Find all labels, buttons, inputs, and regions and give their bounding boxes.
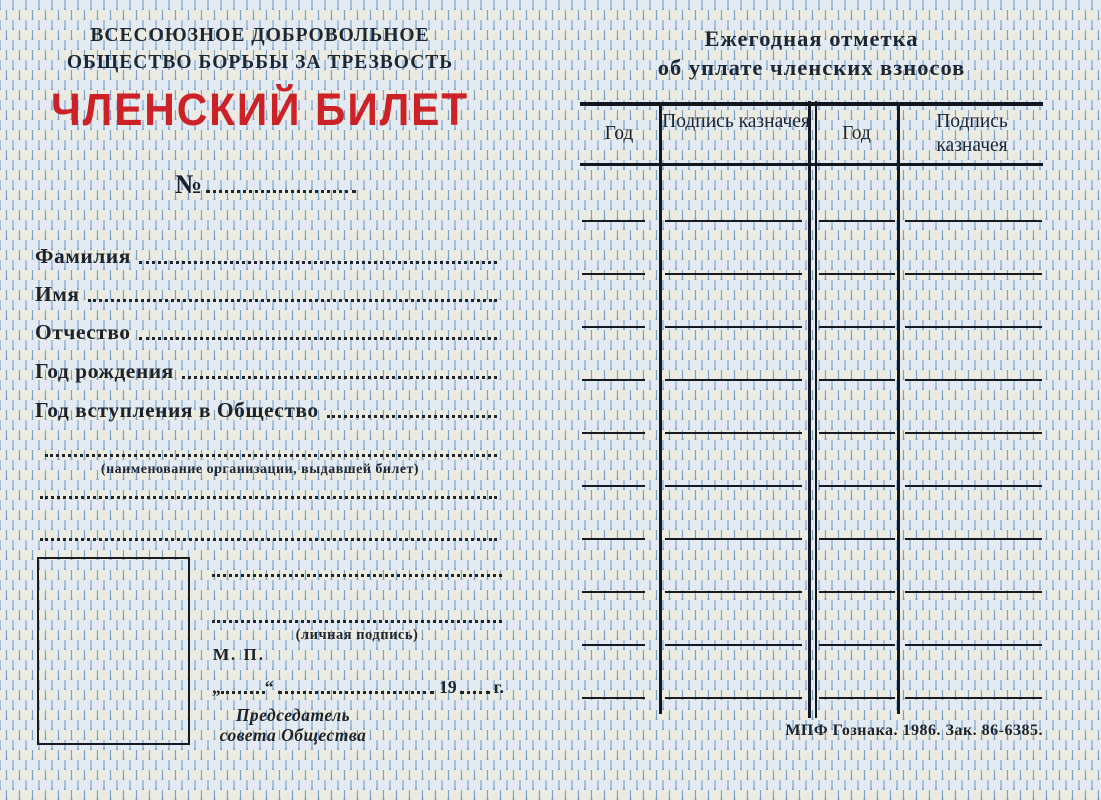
- field-patronymic-label: Отчество: [35, 320, 131, 344]
- signature-blank-line-1: [212, 574, 502, 577]
- field-firstname-label: Имя: [35, 282, 80, 306]
- issuing-org-blank-line: [45, 454, 497, 457]
- field-firstname: [35, 278, 497, 308]
- fees-table-blank-row: [578, 646, 1045, 699]
- field-birth-year-blank: [182, 376, 497, 379]
- date-year-suffix: г.: [493, 677, 504, 697]
- signer-title: [208, 705, 378, 745]
- table-top-rule: [580, 102, 1043, 106]
- fees-page-title-line1: Ежегодная отметка: [704, 26, 919, 51]
- blank-line-2: [40, 496, 497, 499]
- organization-name-line2: ОБЩЕСТВО БОРЬБЫ ЗА ТРЕЗВОСТЬ: [66, 52, 454, 73]
- fees-page-title: [578, 24, 1045, 82]
- date-year-prefix: 19: [439, 677, 457, 697]
- date-month-blank: [278, 691, 435, 694]
- field-patronymic: [35, 316, 497, 346]
- personal-signature-caption: (личная подпись): [295, 627, 419, 643]
- issuing-org-caption: (наименование организации, выдавшей билет): [100, 462, 420, 477]
- fees-table-rows: [578, 169, 1045, 699]
- issue-date-row: [212, 672, 504, 698]
- column-header-year-1: Год: [604, 123, 634, 144]
- blank-cell-signature-1: [665, 697, 802, 699]
- fees-table: [578, 100, 1045, 720]
- card-title: ЧЛЕНСКИЙ БИЛЕТ: [51, 84, 469, 135]
- date-day-blank: [221, 691, 265, 694]
- fees-table-blank-row: [578, 487, 1045, 540]
- field-join-year-label: Год вступления в Общество: [35, 398, 319, 422]
- field-join-year: [35, 394, 497, 424]
- photo-placeholder-box: [37, 557, 190, 745]
- printer-imprint: МПФ Гознака. 1986. Зак. 86-6385.: [785, 722, 1043, 739]
- blank-cell-year-2: [819, 697, 895, 699]
- field-surname: [35, 240, 497, 270]
- seal-place-label: М. П.: [213, 645, 266, 664]
- card-number-row: [175, 168, 356, 198]
- number-blank: [206, 190, 356, 193]
- organization-name-line1: ВСЕСОЮЗНОЕ ДОБРОВОЛЬНОЕ: [90, 25, 430, 46]
- fees-page-title-line2: об уплате членских взносов: [657, 55, 966, 80]
- field-firstname-blank: [88, 299, 498, 302]
- blank-cell-signature-2: [905, 697, 1042, 699]
- field-join-year-blank: [327, 415, 497, 418]
- field-patronymic-blank: [139, 337, 497, 340]
- column-header-treasurer-signature-1: Подпись казначея: [662, 111, 810, 132]
- table-header-rule: [580, 163, 1043, 166]
- fees-table-blank-row: [578, 222, 1045, 275]
- field-birth-year: [35, 355, 497, 385]
- fees-table-blank-row: [578, 593, 1045, 646]
- column-header-year-2: Год: [842, 123, 871, 144]
- field-surname-blank: [139, 261, 497, 264]
- fees-table-blank-row: [578, 540, 1045, 593]
- blank-cell-year-1: [582, 697, 645, 699]
- signature-blank-line-2: [212, 620, 502, 623]
- organization-name: [40, 22, 480, 76]
- date-quote-close: “: [264, 677, 274, 697]
- fees-table-blank-row: [578, 434, 1045, 487]
- date-year-blank: [460, 691, 490, 694]
- fees-table-blank-row: [578, 381, 1045, 434]
- fees-table-blank-row: [578, 169, 1045, 222]
- signer-title-line1: Председатель: [235, 705, 351, 725]
- fees-table-blank-row: [578, 275, 1045, 328]
- column-header-treasurer-signature-2: Подпись казначея: [936, 111, 1008, 156]
- blank-line-3: [40, 538, 497, 541]
- number-sign-label: №: [175, 169, 203, 199]
- fees-table-blank-row: [578, 328, 1045, 381]
- date-quote-open: „: [212, 677, 221, 697]
- signer-title-line2: совета Общества: [219, 725, 367, 745]
- field-birth-year-label: Год рождения: [35, 359, 174, 383]
- field-surname-label: Фамилия: [35, 244, 131, 268]
